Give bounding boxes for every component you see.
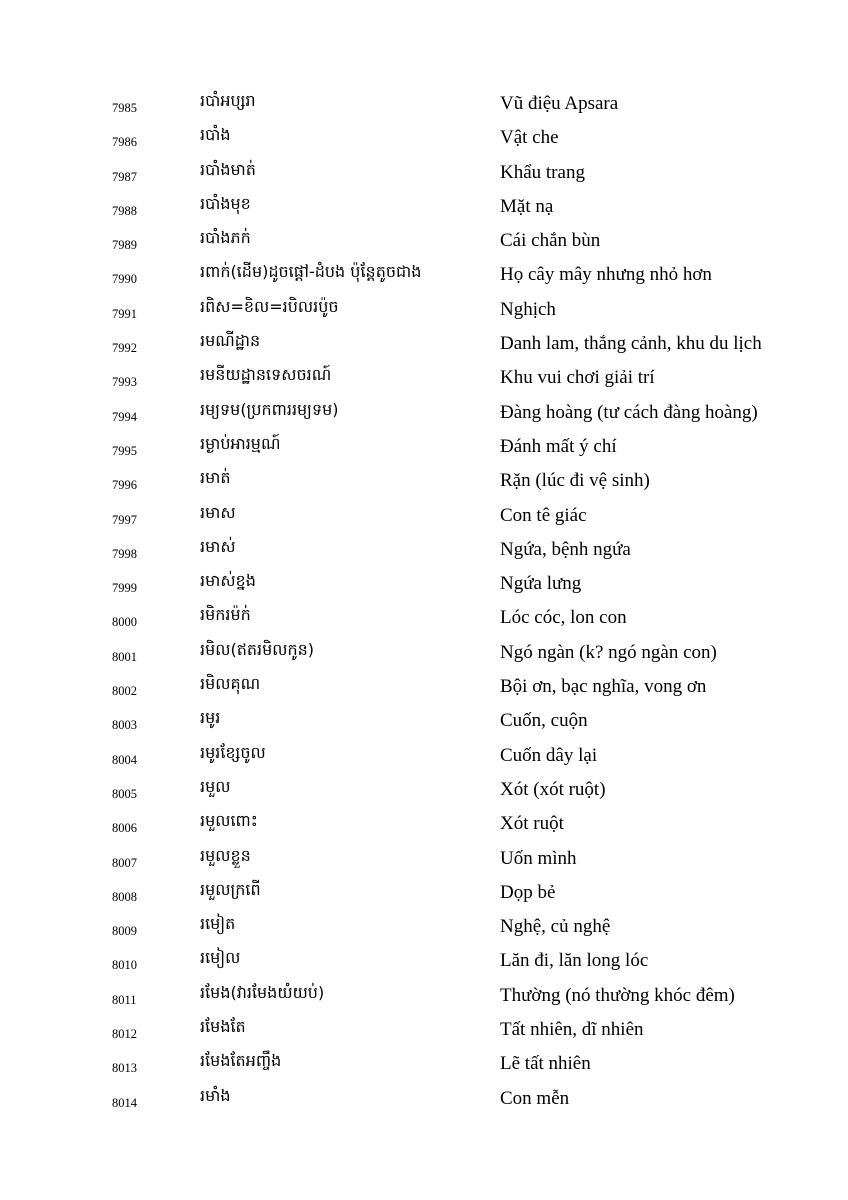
khmer-term: រមួលខ្លួន (200, 845, 251, 865)
dictionary-entry (0, 980, 848, 1014)
vietnamese-translation: Dọp bẻ (500, 881, 556, 903)
vietnamese-translation: Lẽ tất nhiên (500, 1053, 591, 1075)
khmer-term: រមួល (200, 776, 231, 796)
dictionary-entry (0, 602, 848, 636)
entry-number: 8001 (112, 649, 137, 664)
entry-number: 7996 (112, 478, 137, 493)
entry-number: 8014 (112, 1095, 137, 1110)
khmer-term: រមាំង (200, 1085, 231, 1105)
dictionary-entry (0, 877, 848, 911)
vietnamese-translation: Con mễn (500, 1087, 570, 1109)
entry-number: 8003 (112, 718, 137, 733)
entry-number: 8009 (112, 924, 137, 939)
dictionary-entry (0, 431, 848, 465)
dictionary-entry (0, 808, 848, 842)
vietnamese-translation: Đàng hoàng (tư cách đàng hoàng) (500, 401, 758, 423)
dictionary-entry (0, 294, 848, 328)
vietnamese-translation: Lăn đi, lăn long lóc (500, 950, 649, 972)
entry-number: 8002 (112, 684, 137, 699)
khmer-term: រម្ងាប់អារម្មណ៍ (200, 433, 281, 453)
khmer-term: របាំអប្សរា (200, 91, 256, 110)
entry-number: 7994 (112, 409, 137, 424)
dictionary-entry (0, 1048, 848, 1082)
dictionary-entry (0, 740, 848, 774)
khmer-term: រមិករម៉ក់ (200, 605, 251, 625)
entry-number: 8005 (112, 786, 137, 801)
vietnamese-translation: Ngứa, bệnh ngứa (500, 538, 631, 560)
vietnamese-translation: Cuốn dây lại (500, 744, 598, 766)
khmer-term: រមែងតែអញ្ចឹង (200, 1051, 282, 1071)
khmer-term: រមណីដ្ឋាន (200, 331, 261, 351)
khmer-term: រមួលពោះ (200, 811, 258, 831)
vietnamese-translation: Vật che (500, 127, 559, 149)
entry-number: 7985 (112, 101, 137, 115)
vietnamese-translation: Nghịch (500, 298, 556, 320)
dictionary-entry (0, 637, 848, 671)
khmer-term: រមនីយដ្ឋានទេសចរណ៍ (200, 365, 332, 385)
entry-number: 8008 (112, 889, 137, 904)
dictionary-entry (0, 191, 848, 225)
dictionary-entry (0, 911, 848, 945)
dictionary-entry (0, 122, 848, 156)
entry-number: 8011 (112, 992, 137, 1007)
khmer-term: របាំងភក់ (200, 228, 251, 248)
khmer-term: រពាក់(ដើម)ដូចផ្ដៅ-ដំបង ប៉ុន្តែតូចជាង (200, 262, 422, 282)
dictionary-entry (0, 1014, 848, 1048)
khmer-term: រមាត់ (200, 468, 231, 488)
khmer-term: រមែងតែ (200, 1017, 246, 1037)
dictionary-entry (0, 945, 848, 979)
khmer-term: រម្យទម(ប្រកពាររម្យទម) (200, 399, 339, 419)
vietnamese-translation: Mặt nạ (500, 195, 554, 217)
khmer-term: រមៀត (200, 914, 236, 934)
vietnamese-translation: Xót (xót ruột) (500, 778, 606, 800)
khmer-term: របាំងមុខ (200, 193, 251, 213)
khmer-term: រមូរខ្សែចូល (200, 742, 266, 762)
khmer-term: រមៀល (200, 948, 241, 968)
khmer-term: របាំងមាត់ (200, 159, 256, 179)
dictionary-entry (0, 500, 848, 534)
entry-number: 8007 (112, 855, 137, 870)
dictionary-entry (0, 705, 848, 739)
vietnamese-translation: Ngó ngàn (k? ngó ngàn con) (500, 641, 717, 663)
vietnamese-translation: Khu vui chơi giải trí (500, 367, 655, 389)
vietnamese-translation: Ngứa lưng (500, 573, 582, 595)
entry-number: 8010 (112, 958, 137, 973)
vietnamese-translation: Danh lam, thắng cảnh, khu du lịch (500, 333, 762, 355)
khmer-term: របាំង (200, 125, 231, 145)
vietnamese-translation: Xót ruột (500, 813, 564, 835)
entry-number: 7987 (112, 169, 137, 184)
dictionary-entry (0, 671, 848, 705)
dictionary-entry (0, 1083, 848, 1117)
entry-number: 8000 (112, 615, 137, 630)
entry-number: 8006 (112, 821, 137, 836)
dictionary-entry (0, 328, 848, 362)
khmer-term: រមែង(វារមែងយំយប់) (200, 982, 325, 1002)
dictionary-entry (0, 534, 848, 568)
dictionary-entry (0, 774, 848, 808)
dictionary-entry (0, 843, 848, 877)
khmer-term: រពិស=ខិល=របិលរប៉ូច (200, 296, 339, 316)
vietnamese-translation: Vũ điệu Apsara (500, 93, 619, 114)
entry-number: 7990 (112, 272, 137, 287)
dictionary-entry (0, 362, 848, 396)
vietnamese-translation: Họ cây mây nhưng nhỏ hơn (500, 264, 712, 286)
vietnamese-translation: Lóc cóc, lon con (500, 607, 627, 629)
dictionary-entry (0, 157, 848, 191)
khmer-term: រមួលក្រពើ (200, 879, 261, 899)
vietnamese-translation: Thường (nó thường khóc đêm) (500, 984, 735, 1006)
vietnamese-translation: Nghệ, củ nghệ (500, 916, 611, 938)
vietnamese-translation: Khẩu trang (500, 161, 585, 183)
vietnamese-translation: Bội ơn, bạc nghĩa, vong ơn (500, 676, 707, 698)
vietnamese-translation: Rặn (lúc đi vệ sinh) (500, 470, 650, 492)
entry-number: 7992 (112, 341, 137, 356)
dictionary-entry (0, 259, 848, 293)
khmer-term: រមាស (200, 502, 236, 522)
entry-number: 8013 (112, 1061, 137, 1076)
khmer-term: រមិល(ឥតរមិលកូន) (200, 639, 315, 659)
dictionary-entry (0, 465, 848, 499)
vietnamese-translation: Cái chắn bùn (500, 230, 601, 252)
vietnamese-translation: Đánh mất ý chí (500, 435, 617, 457)
vietnamese-translation: Tất nhiên, dĩ nhiên (500, 1019, 644, 1041)
entry-number: 7988 (112, 203, 137, 218)
dictionary-entry (0, 568, 848, 602)
entry-number: 7998 (112, 546, 137, 561)
entry-number: 8004 (112, 752, 137, 767)
dictionary-entry-list (0, 88, 848, 1117)
khmer-term: រមាស់ (200, 536, 236, 556)
khmer-term: រមូរ (200, 708, 221, 728)
vietnamese-translation: Cuốn, cuộn (500, 710, 588, 732)
entry-number: 7995 (112, 443, 137, 458)
entry-number: 7997 (112, 512, 137, 527)
dictionary-entry (0, 88, 848, 122)
entry-number: 7993 (112, 375, 137, 390)
entry-number: 7999 (112, 581, 137, 596)
entry-number: 7989 (112, 238, 137, 253)
entry-number: 7991 (112, 306, 137, 321)
vietnamese-translation: Con tê giác (500, 504, 587, 526)
khmer-term: រមិលគុណ (200, 674, 261, 694)
vietnamese-translation: Uốn mình (500, 847, 577, 869)
entry-number: 7986 (112, 135, 137, 150)
dictionary-entry (0, 225, 848, 259)
khmer-term: រមាស់ខ្នង (200, 571, 256, 591)
dictionary-entry (0, 397, 848, 431)
entry-number: 8012 (112, 1027, 137, 1042)
